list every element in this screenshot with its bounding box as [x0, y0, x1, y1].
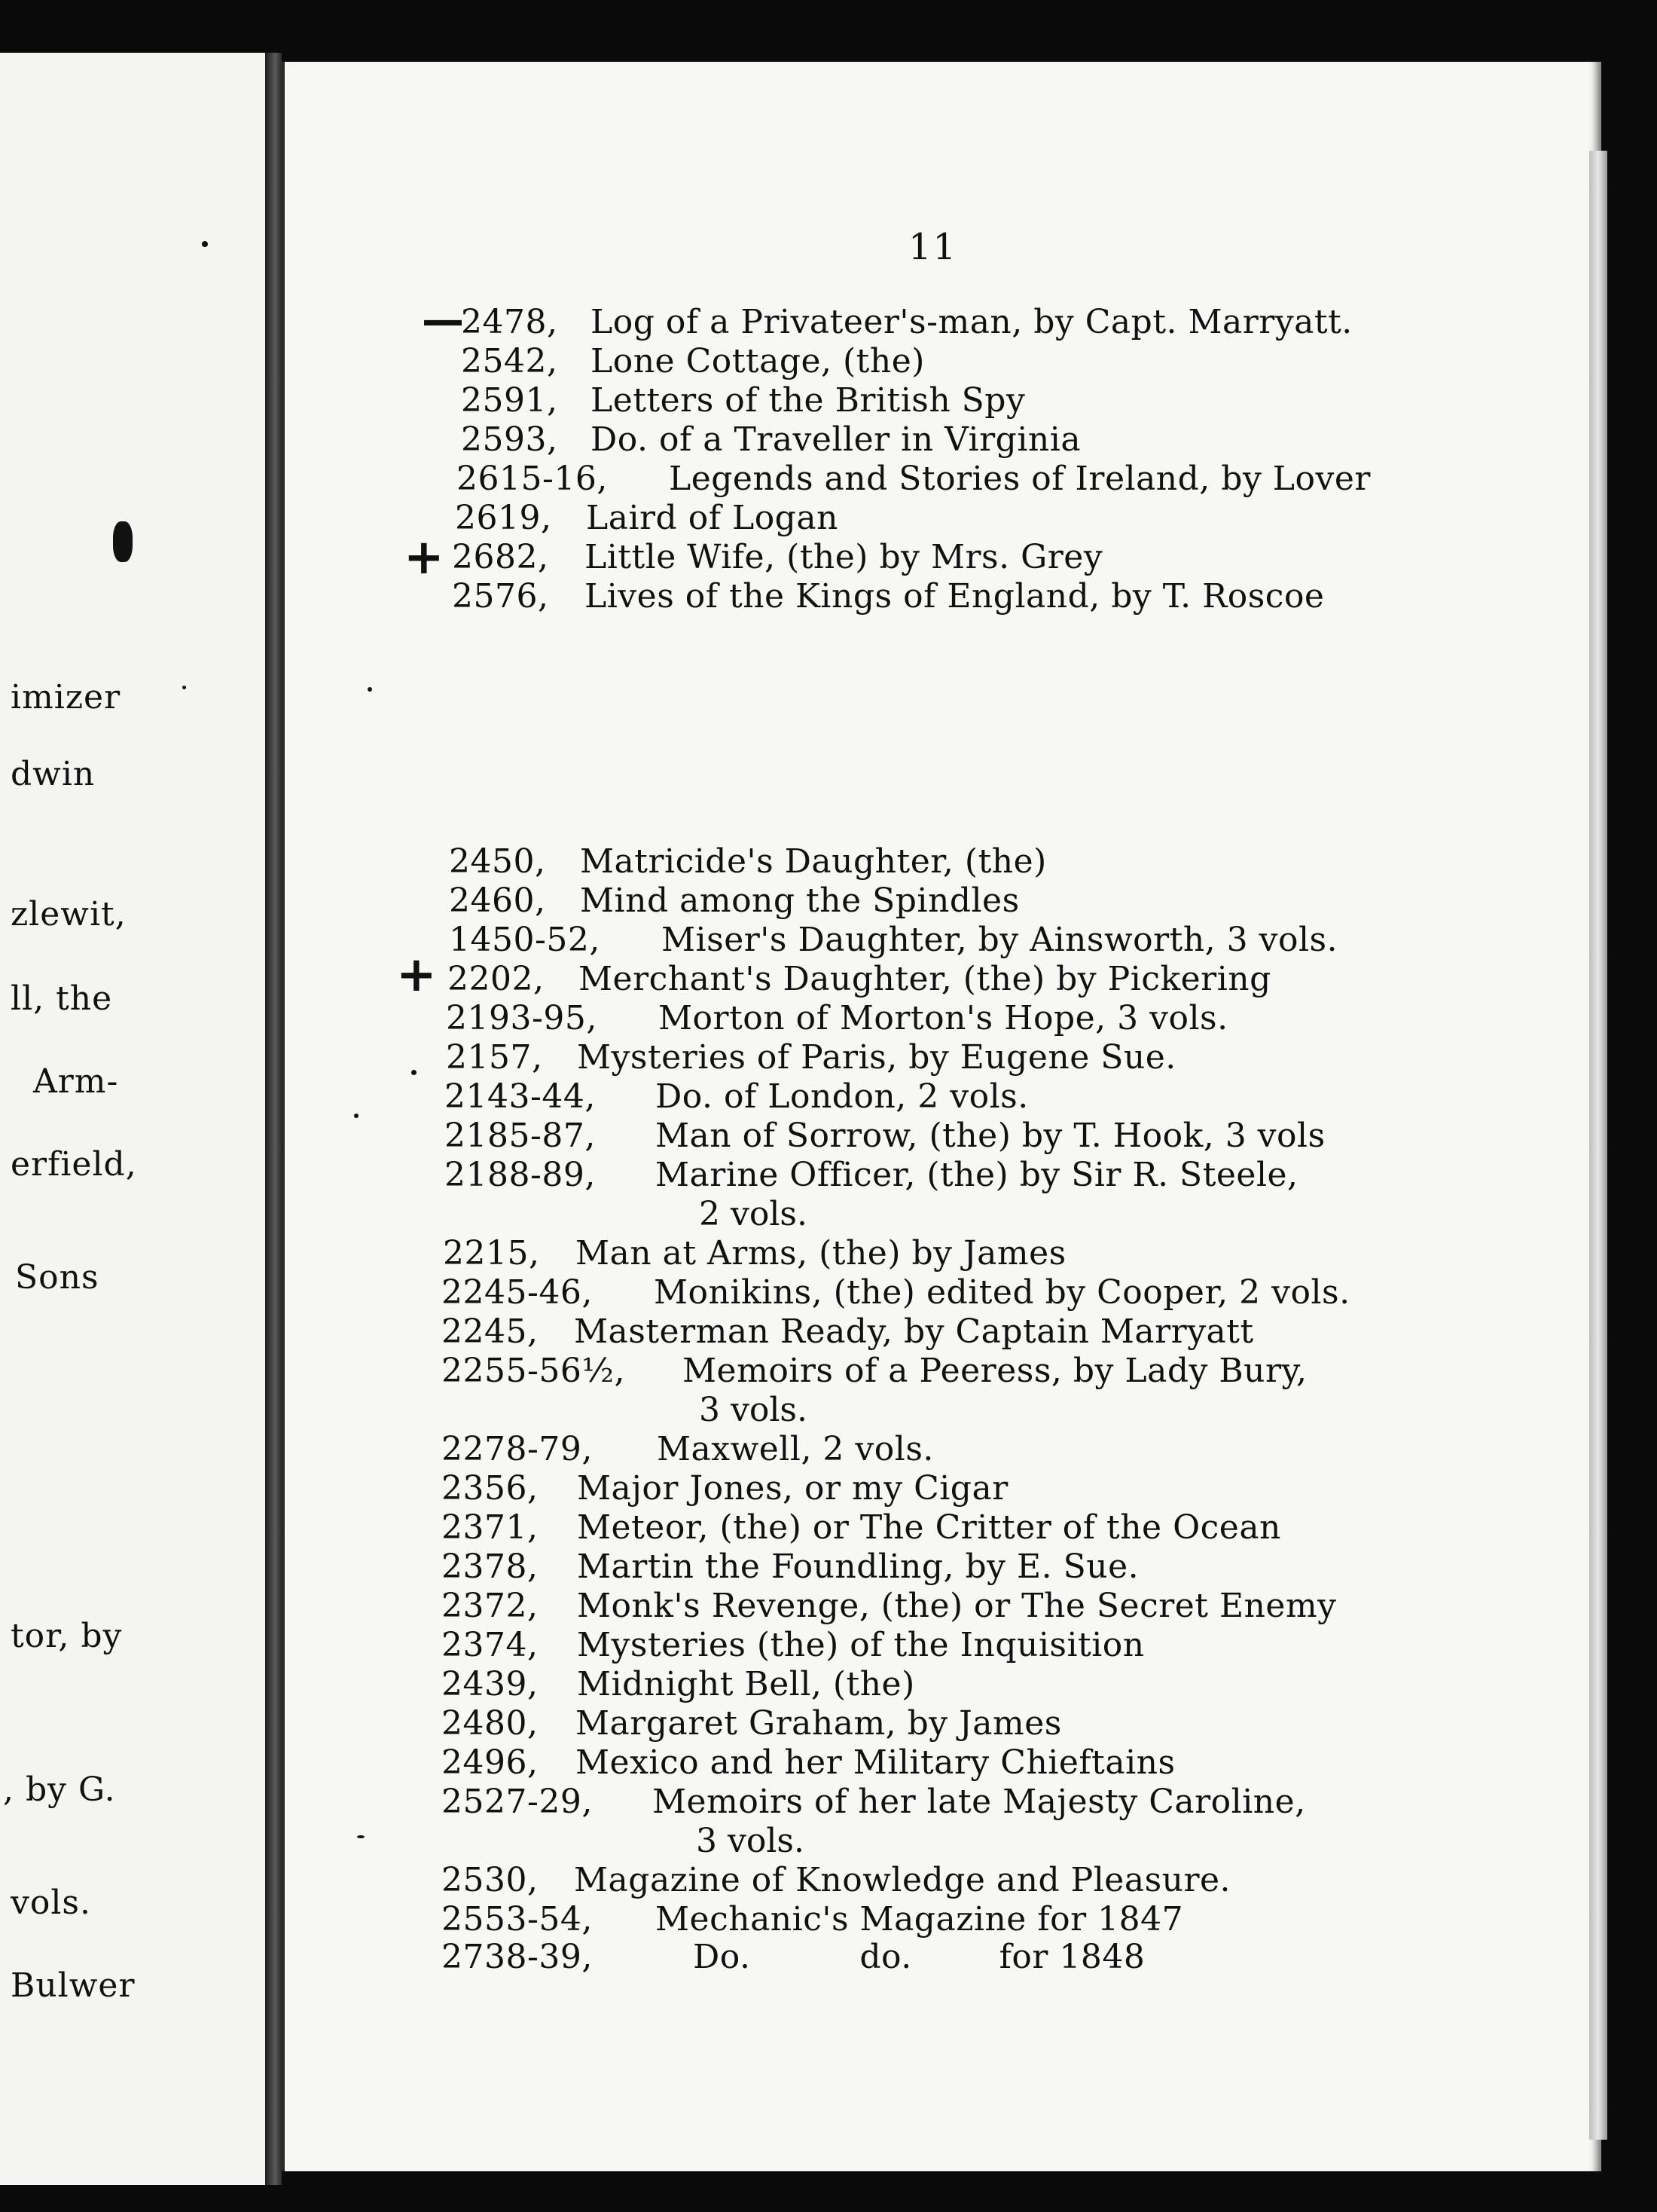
entry-title: Letters of the British Spy [590, 381, 1026, 420]
ink-speck [357, 1835, 365, 1838]
entry-continuation: 2 vols. [699, 1195, 807, 1233]
entry-number: 1450-52, [449, 921, 600, 959]
left-fragment: , by G. [3, 1771, 116, 1809]
entry-number: 2157, [446, 1038, 543, 1077]
entry-number: 2530, [441, 1861, 539, 1899]
left-fragment: imizer [11, 678, 121, 716]
entry-title: Maxwell, 2 vols. [657, 1430, 934, 1468]
entry-number: 2576, [452, 577, 549, 616]
left-fragment: vols. [11, 1884, 91, 1922]
handwritten-dash-mark: — [422, 296, 464, 345]
entry-title: Man of Sorrow, (the) by T. Hook, 3 vols [655, 1117, 1326, 1155]
ink-speck [182, 686, 186, 689]
entry-number: 2202, [447, 960, 545, 998]
entry-number: 2591, [461, 381, 558, 420]
entry-title: Man at Arms, (the) by James [575, 1234, 1067, 1273]
entry-title: Mexico and her Military Chieftains [575, 1743, 1176, 1782]
entry-title: Lives of the Kings of England, by T. Roscoe [584, 577, 1325, 616]
page-edge [1589, 151, 1607, 2140]
entry-number: 2542, [461, 342, 558, 380]
ink-speck [202, 241, 208, 247]
entry-title: Mysteries (the) of the Inquisition [577, 1626, 1145, 1664]
entry-number: 2143-44, [444, 1077, 596, 1116]
ink-speck [411, 1070, 417, 1075]
entry-title: Martin the Foundling, by E. Sue. [577, 1547, 1140, 1586]
entry-title: Mind among the Spindles [580, 881, 1020, 920]
entry-title: Margaret Graham, by James [575, 1704, 1062, 1743]
entry-title: Memoirs of her late Majesty Caroline, [652, 1783, 1306, 1821]
entry-number: 2593, [461, 420, 558, 459]
entry-number: 2245-46, [441, 1273, 593, 1312]
entry-title: Matricide's Daughter, (the) [580, 842, 1047, 881]
entry-number: 2193-95, [446, 999, 597, 1037]
entry-title: Masterman Ready, by Captain Marryatt [574, 1312, 1254, 1351]
entry-title: Midnight Bell, (the) [577, 1665, 915, 1703]
entry-number: 2188-89, [444, 1156, 596, 1194]
entry-continuation: 3 vols. [696, 1822, 804, 1860]
entry-number: 2496, [441, 1743, 539, 1782]
ink-speck [113, 521, 133, 562]
left-fragment: Bulwer [11, 1966, 136, 2005]
entry-title: Miser's Daughter, by Ainsworth, 3 vols. [661, 921, 1338, 959]
page-number: 11 [908, 226, 958, 268]
entry-title: Mysteries of Paris, by Eugene Sue. [577, 1038, 1176, 1077]
entry-title: Log of a Privateer's-man, by Capt. Marryatt. [590, 303, 1353, 341]
entry-number: 2460, [449, 881, 546, 920]
left-fragment: ll, the [11, 979, 113, 1018]
entry-number: 2439, [441, 1665, 539, 1703]
entry-title: Laird of Logan [586, 499, 838, 537]
left-fragment: Arm- [33, 1062, 119, 1101]
entry-number: 2245, [441, 1312, 539, 1351]
handwritten-cross-mark: + [404, 530, 444, 585]
entry-number: 2478, [461, 303, 558, 341]
entry-number: 2553-54, [441, 1900, 593, 1939]
entry-title: Marine Officer, (the) by Sir R. Steele, [655, 1156, 1298, 1194]
entry-number: 2619, [455, 499, 552, 537]
left-page-fragment [0, 53, 267, 2185]
left-fragment: tor, by [11, 1617, 123, 1655]
entry-title: Major Jones, or my Cigar [577, 1469, 1009, 1508]
entry-number: 2374, [441, 1626, 539, 1664]
entry-title: Do. of a Traveller in Virginia [590, 420, 1082, 459]
handwritten-cross-mark: + [396, 947, 437, 1003]
entry-title: Do. of London, 2 vols. [655, 1077, 1029, 1116]
entry-title: Merchant's Daughter, (the) by Pickering [578, 960, 1271, 998]
entry-number: 2615-16, [456, 460, 608, 498]
entry-number: 2682, [452, 538, 549, 576]
entry-title: Monikins, (the) edited by Cooper, 2 vols. [654, 1273, 1350, 1312]
entry-number: 2255-56½, [441, 1352, 625, 1390]
entry-number: 2450, [449, 842, 546, 881]
page-gutter [265, 53, 282, 2185]
left-fragment: zlewit, [11, 895, 127, 933]
entry-number: 2371, [441, 1508, 539, 1547]
entry-number: 2356, [441, 1469, 539, 1508]
entry-title: Magazine of Knowledge and Pleasure. [574, 1861, 1231, 1899]
entry-number: 2215, [443, 1234, 540, 1273]
ink-speck [368, 687, 372, 692]
entry-number: 2278-79, [441, 1430, 593, 1468]
left-fragment: erfield, [11, 1145, 137, 1184]
left-fragment: dwin [11, 755, 96, 793]
entry-title: Legends and Stories of Ireland, by Lover [669, 460, 1371, 498]
entry-title: Monk's Revenge, (the) or The Secret Enemy [577, 1587, 1337, 1625]
entry-title: Mechanic's Magazine for 1847 [655, 1900, 1184, 1939]
entry-number: 2480, [441, 1704, 539, 1743]
entry-title: Lone Cottage, (the) [590, 342, 925, 380]
entry-number: 2378, [441, 1547, 539, 1586]
entry-number: 2372, [441, 1587, 539, 1625]
entry-title: Meteor, (the) or The Critter of the Ocean [577, 1508, 1281, 1547]
entry-number: 2185-87, [444, 1117, 596, 1155]
entry-title: Morton of Morton's Hope, 3 vols. [658, 999, 1228, 1037]
entry-title: Memoirs of a Peeress, by Lady Bury, [682, 1352, 1308, 1390]
entry-title: Little Wife, (the) by Mrs. Grey [584, 538, 1103, 576]
ink-speck [354, 1114, 359, 1118]
entry-title: Do. do. for 1848 [693, 1938, 1146, 1976]
entry-number: 2738-39, [441, 1938, 593, 1976]
entry-number: 2527-29, [441, 1783, 593, 1821]
entry-continuation: 3 vols. [699, 1391, 807, 1429]
left-fragment: Sons [15, 1258, 99, 1297]
